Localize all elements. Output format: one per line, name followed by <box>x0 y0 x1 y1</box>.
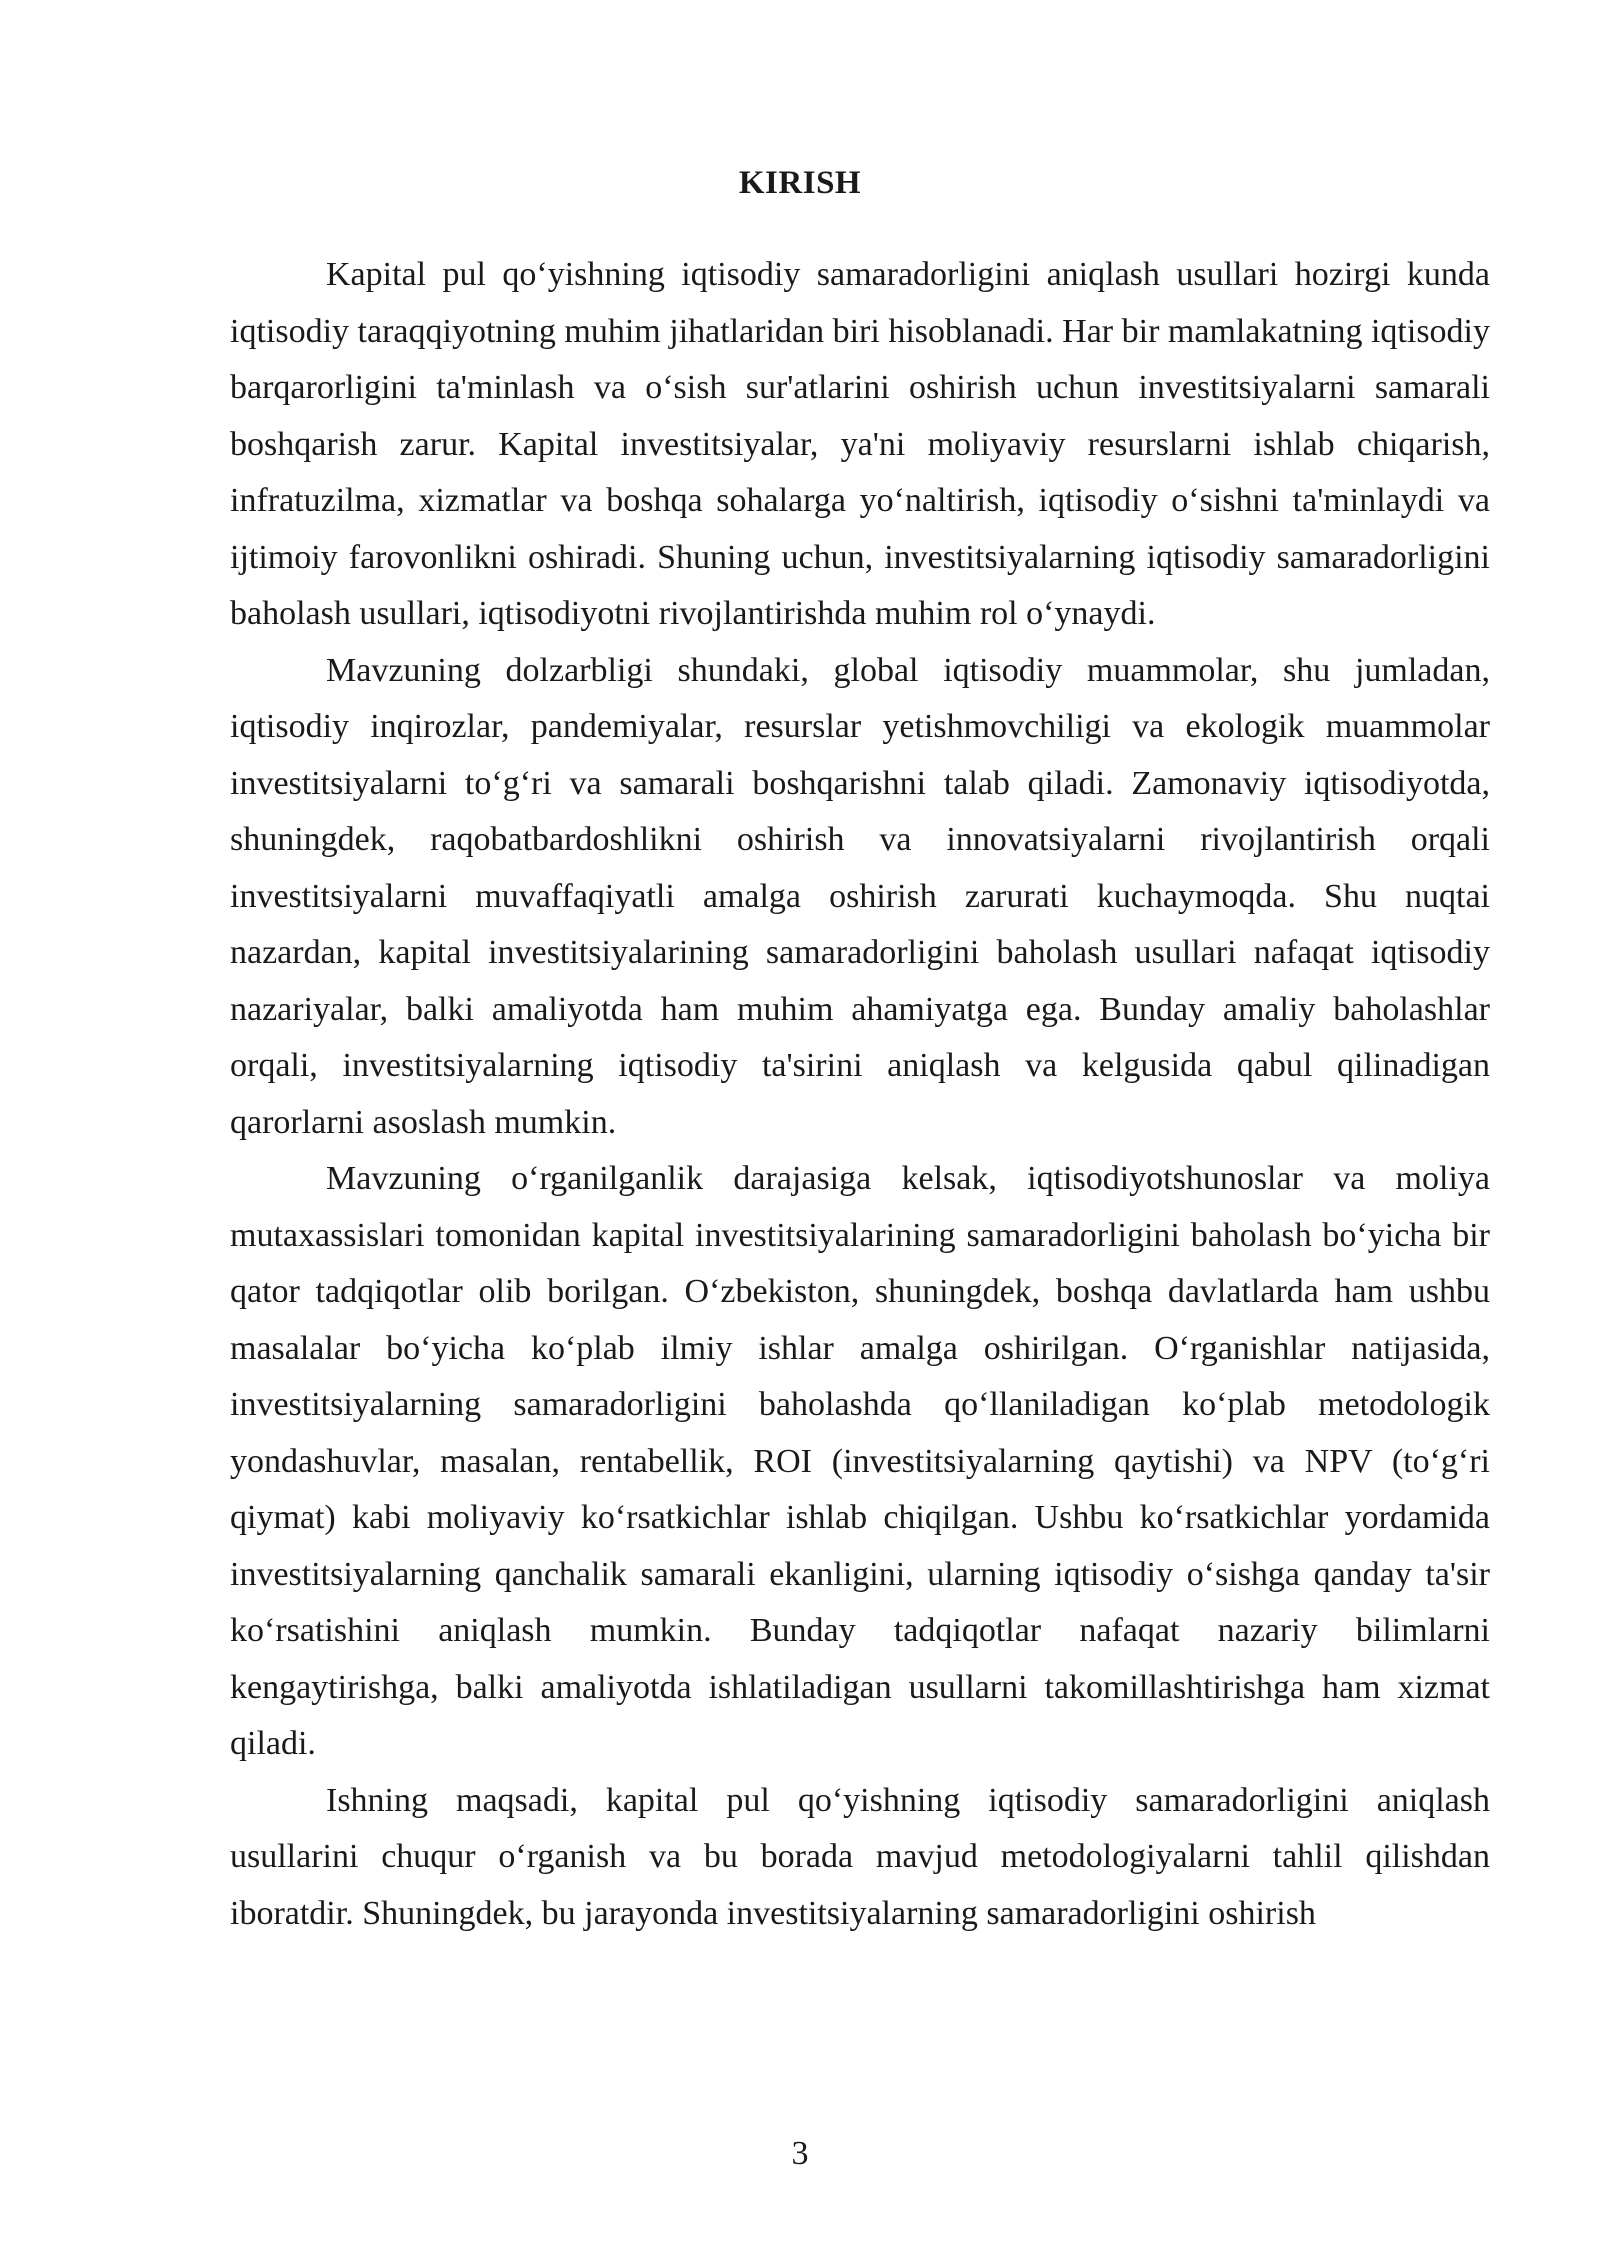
paragraph-relevance: Mavzuning dolzarbligi shundaki, global iqtisodiy muammolar, shu jumladan, iqtisodiy inqirozlar, pandemiyalar, resurslar yetishmovchiligi va ekologik muammolar investitsiyalarni to‘g‘ri va samarali boshqarishni talab qiladi. Zamonaviy iqtisodiyotda, shuningdek, raqobatbardoshlikni oshirish va innovatsiyalarni rivojlantirish orqali investitsiyalarni muvaffaqiyatli amalga oshirish zarurati kuchaymoqda. Shu nuqtai nazardan, kapital investitsiyalarining samaradorligini baholash usullari nafaqat iqtisodiy nazariyalar, balki amaliyotda ham muhim ahamiyatga ega. Bunday amaliy baholashlar orqali, investitsiyalarning iqtisodiy ta'sirini aniqlash va kelgusida qabul qilinadigan qarorlarni asoslash mumkin. <box>230 651 1490 1141</box>
body-text <box>230 247 1490 1942</box>
paragraph-introduction: Kapital pul qo‘yishning iqtisodiy samaradorligini aniqlash usullari hozirgi kunda iqtisodiy taraqqiyotning muhim jihatlaridan biri hisoblanadi. Har bir mamlakatning iqtisodiy barqarorligini ta'minlash va o‘sish sur'atlarini oshirish uchun investitsiyalarni samarali boshqarish zarur. Kapital investitsiyalar, ya'ni moliyaviy resurslarni ishlab chiqarish, infratuzilma, xizmatlar va boshqa sohalarga yo‘naltirish, iqtisodiy o‘sishni ta'minlaydi va ijtimoiy farovonlikni oshiradi. Shuning uchun, investitsiyalarning iqtisodiy samaradorligini baholash usullari, iqtisodiyotni rivojlantirishda muhim rol o‘ynaydi. <box>230 256 1490 632</box>
paragraph-research-level: Mavzuning o‘rganilganlik darajasiga kelsak, iqtisodiyotshunoslar va moliya mutaxassislari tomonidan kapital investitsiyalarining samaradorligini baholash bo‘yicha bir qator tadqiqotlar olib borilgan. O‘zbekiston, shuningdek, boshqa davlatlarda ham ushbu masalalar bo‘yicha ko‘plab ilmiy ishlar amalga oshirilgan. O‘rganishlar natijasida, investitsiyalarning samaradorligini baholashda qo‘llaniladigan ko‘plab metodologik yondashuvlar, masalan, rentabellik, ROI (investitsiyalarning qaytishi) va NPV (to‘g‘ri qiymat) kabi moliyaviy ko‘rsatkichlar ishlab chiqilgan. Ushbu ko‘rsatkichlar yordamida investitsiyalarning qanchalik samarali ekanligini, ularning iqtisodiy o‘sishga qanday ta'sir ko‘rsatishini aniqlash mumkin. Bunday tadqiqotlar nafaqat nazariy bilimlarni kengaytirishga, balki amaliyotda ishlatiladigan usullarni takomillashtirishga ham xizmat qiladi. <box>230 1160 1490 1762</box>
paragraph-goal: Ishning maqsadi, kapital pul qo‘yishning iqtisodiy samaradorligini aniqlash usullarini chuqur o‘rganish va bu borada mavjud metodologiyalarni tahlil qilishdan iboratdir. Shuningdek, bu jarayonda investitsiyalarning samaradorligini oshirish <box>230 1781 1490 1932</box>
section-heading: KIRISH <box>738 165 862 201</box>
page-number: 3 <box>791 2135 809 2172</box>
